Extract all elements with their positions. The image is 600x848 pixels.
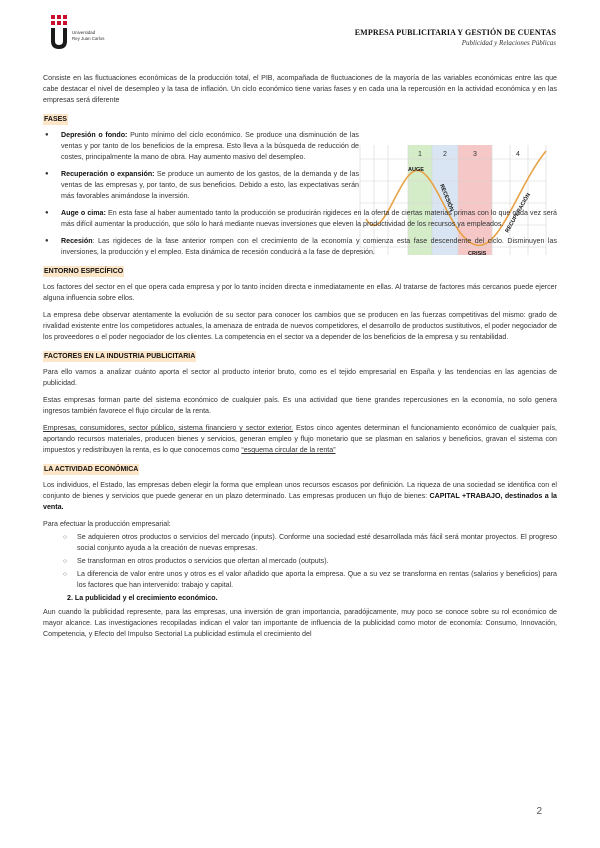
phase-number-2: 2: [443, 151, 447, 158]
list-item: ○ Se transforman en otros productos o servicios que ofertan al mercado (outputs).: [63, 556, 557, 567]
label-crisis: CRISIS: [468, 251, 487, 257]
phase-number-3: 3: [473, 151, 477, 158]
section-heading-entorno: ENTORNO ESPECÍFICO: [44, 268, 124, 275]
actividad-paragraph-2: Para efectuar la producción empresarial:: [43, 520, 171, 528]
esquema-circular-link[interactable]: “esquema circular de la renta”: [241, 446, 336, 454]
phase-term: Recuperación o expansión:: [61, 170, 155, 178]
actividad-paragraph-1: [43, 480, 557, 513]
phases-list: [43, 130, 557, 258]
entorno-paragraph-1: Los factores del sector en el que opera cada empresa y por lo tanto inciden directa e inmediatamente en ellas. Al tratarse de factores más cercanos puede ejercer alguna influencia sobre ellos.: [43, 283, 557, 302]
phase-text: : Las rigideces de la fase anterior rompen con el crecimiento de la economía y comienza esta fase descendente del ciclo. Disminuyen las inversiones, la producción y el empleo. Esta dinámica de recesión conducirá a la fase de depresión.: [61, 237, 557, 256]
list-item: [43, 236, 557, 258]
university-name: [72, 30, 132, 41]
list-item: ○ Se adquieren otros productos o servicios del mercado (inputs). Conforme una sociedad esté desarrollada más fácil será montar proyectos. El progreso social conjunto ayuda a la creación de nuevas empresas.: [63, 532, 557, 554]
course-subtitle: Publicidad y Relaciones Públicas: [461, 39, 556, 47]
agents-list: Empresas, consumidores, sector público, sistema financiero y sector exterior.: [43, 424, 294, 432]
university-logo: [44, 14, 144, 50]
actividad-paragraph-3: Aun cuando la publicidad represente, para las empresas, una inversión de gran importancia, paradójicamente, muy poco se conoce sobre su rol económico de mayor alcance. Las investigaciones recopiladas indican el valor tan importante de influencia de la publicidad como motor de economía: Consumo, Innovación, Competencia, y Efecto del Impulso Sectorial La publicidad estimula el crecimiento del: [43, 608, 557, 638]
factores-paragraph-3-text: Estos cinco agentes determinan el funcionamiento económico de cualquier país, aportando recursos materiales, producen bienes y servicios, generan empleo y flujo monetario que se plasman en salarios y beneficios, gravan el sistema con impuestos y redistribuyen la renta, es lo que conocemos como: [43, 424, 557, 454]
list-item: [43, 130, 359, 163]
phase-text: Se produce un aumento de los gastos, de la demanda y de las ventas de las empresas y, por tanto, de sus beneficios. Debido a esto, las expectativas serán más favorables animándose la inversión.: [61, 170, 359, 200]
phase-term: Recesión: [61, 237, 93, 245]
list-item: [43, 169, 359, 202]
document-header: [355, 28, 556, 47]
list-item: [43, 208, 557, 230]
factores-paragraph-2: Estas empresas forman parte del sistema económico de cualquier país. Es una actividad que tiene grandes repercusiones en la economía, no solo genera ingresos también favorece el flujo circular de la renta.: [43, 396, 557, 415]
course-title: EMPRESA PUBLICITARIA Y GESTIÓN DE CUENTAS: [354, 28, 556, 37]
label-recuperacion: RECUPERACIÓN: [504, 192, 533, 234]
phase-number-4: 4: [516, 151, 520, 158]
actividad-paragraph-1-text: Los individuos, el Estado, las empresas deben elegir la forma que emplean unos recursos escasos por definición. La riqueza de una sociedad se identifica con el conjunto de bienes y servicios que puede generar en un plazo determinado. Las empresas producen un flujo de bienes:: [43, 481, 557, 500]
page-number: 2: [536, 806, 542, 817]
university-line-1: Universidad: [72, 30, 96, 35]
factores-paragraph-3: [43, 423, 557, 456]
phase-text: En esta fase al haber aumentado tanto la producción se producirán rigideces en la oferta de ciertas materias primas con lo que cada vez será más difícil aumentar la producción, que sólo lo hará mediante nuevas inversiones que eleven la productividad de los recursos ya empleados.: [61, 209, 557, 228]
list-item: ○ La diferencia de valor entre unos y otros es el valor añadido que aporta la empresa. Que a su vez se transforma en rentas (salarios y beneficios) para los factores que han intervenido: trabajo y capital.: [63, 569, 557, 591]
phase-text: Punto mínimo del ciclo económico. Se produce una disminución de las ventas y por tanto de los beneficios de la empresa. Esto lleva a la búsqueda de reducción de costes, principalmente la mano de obra. Hay aumento masivo del desempleo.: [61, 131, 359, 161]
production-steps-list: [43, 532, 557, 591]
phase-term: Depresión o fondo:: [61, 131, 128, 139]
entorno-paragraph-2: La empresa debe observar atentamente la evolución de su sector para conocer los cambios que se producen en las fuerzas competitivas del mismo: grado de rivalidad existente entre los competidores actuales, la amenaza de entrada de nuevos competidores, el desarrollo de productos sustitutivos, el poder negociador de los proveedores o el poder negociador de los clientes. La competencia en el sector va a depender de los beneficios de la empresa y su rentabilidad.: [43, 311, 557, 341]
label-auge: AUGE: [408, 167, 424, 173]
university-line-2: Rey Juan Carlos: [72, 35, 105, 41]
section-heading-factores: FACTORES EN LA INDUSTRIA PUBLICITARIA: [44, 353, 196, 360]
section-heading-actividad: LA ACTIVIDAD ECONÓMICA: [44, 466, 139, 473]
main-content: [43, 73, 557, 646]
intro-paragraph: Consiste en las fluctuaciones económicas de la producción total, el PIB, acompañada de fluctuaciones de la mayoría de las variables económicas entre las que cabe destacar el nivel de desempleo y la tasa de inflación. Un ciclo económico tiene varias fases y en cada una la repercusión en la actividad económica y en las empresas será diferente: [43, 74, 557, 104]
factores-paragraph-1: Para ello vamos a analizar cuánto aporta el sector al producto interior bruto, como es el tejido empresarial en España y las tendencias en las agencias de publicidad.: [43, 368, 557, 387]
crown-logo-icon: [48, 14, 70, 50]
phase-term: Auge o cima:: [61, 209, 106, 217]
label-recesion: RECESIÓN: [438, 183, 455, 213]
capital-trabajo-bold: CAPITAL +TRABAJO, destinados a la venta.: [43, 492, 557, 511]
section-heading-fases: FASES: [44, 116, 67, 123]
numbered-heading: 2. La publicidad y el crecimiento económico.: [67, 594, 218, 602]
phase-number-1: 1: [418, 151, 422, 158]
